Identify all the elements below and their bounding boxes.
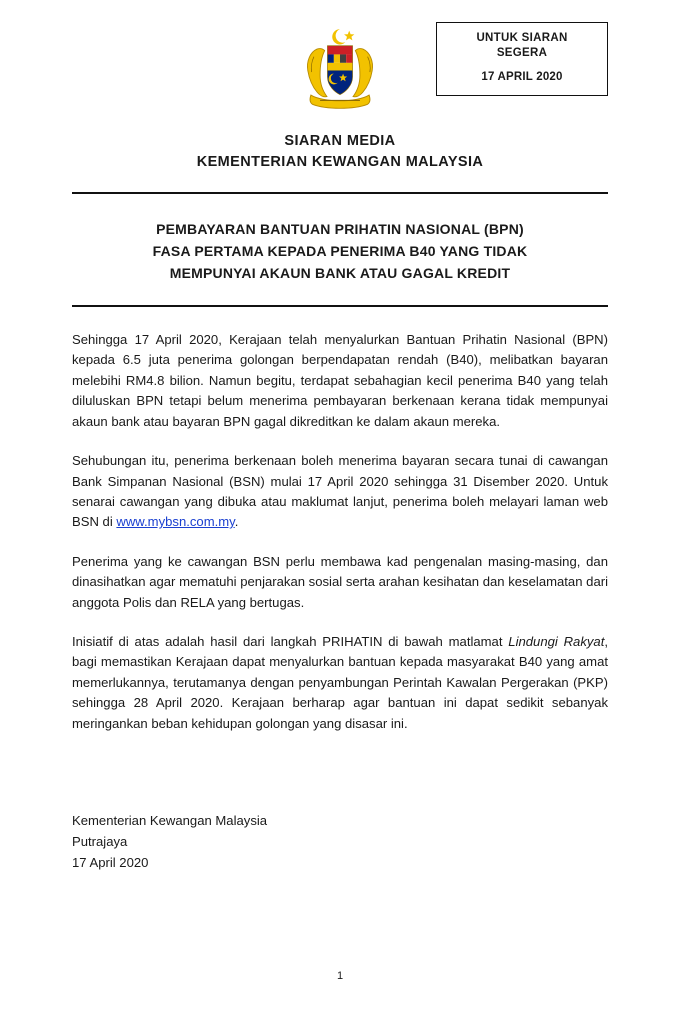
signature-line-1: Kementerian Kewangan Malaysia [72, 813, 268, 828]
release-stamp-box [436, 22, 608, 96]
paragraph-2 [72, 451, 608, 533]
signature-line-3: 17 April 2020 [72, 855, 149, 871]
bsn-website-link[interactable]: www.mybsn.com.my [116, 514, 235, 530]
paragraph-3: Penerima yang ke cawangan BSN perlu membawa kad pengenalan masing-masing, dan dinasihatkan agar mematuhi penjarakan sosial serta arahan kesihatan dan keselamatan dari anggota Polis dan RELA yang bertugas. [72, 553, 608, 610]
body-content [72, 330, 608, 734]
paragraph-1: Sehingga 17 April 2020, Kerajaan telah menyalurkan Bantuan Prihatin Nasional (BPN) kepada 6.5 juta penerima golongan berpendapatan rendah (B40), melibatkan bayaran melebihi RM4.8 bilion. Namun begitu, terdapat sebahagian kecil penerima B40 yang telah diluluskan BPN tetapi belum menerima pembayaran berkenaan kerana tidak mempunyai akaun bank atau bayaran BPN gagal dikreditkan ke dalam akaun mereka. [72, 332, 608, 429]
header-line-1: SIARAN MEDIA [284, 133, 396, 149]
stamp-line-1: UNTUK SIARAN [476, 32, 568, 44]
signature-line-2: Putrajaya [72, 834, 128, 850]
paragraph-4-text-after: , bagi memastikan Kerajaan dapat menyalurkan bantuan kepada masyarakat B40 yang amat memerlukannya, terutamanya dengan penyambungan Perintah Kawalan Pergerakan (PKP) sehingga 28 April 2020. Kerajaan berharap agar bantuan ini dapat sedikit sebanyak meringankan beban kehidupan golongan yang disasar ini. [72, 634, 608, 731]
signature-block [72, 810, 608, 874]
paragraph-4 [72, 632, 608, 734]
paragraph-2-text-after: . [234, 514, 239, 530]
header-line-2: KEMENTERIAN KEWANGAN MALAYSIA [196, 154, 484, 170]
malaysia-coat-of-arms-icon [294, 26, 386, 112]
divider-top [72, 192, 608, 194]
page-title [72, 218, 608, 284]
title-line-3: MEMPUNYAI AKAUN BANK ATAU GAGAL KREDIT [169, 265, 511, 282]
paragraph-2-text-before: Sehubungan itu, penerima berkenaan boleh menerima bayaran secara tunai di cawangan Bank Simpanan Nasional (BSN) mulai 17 April 2020 sehingga 31 Disember 2020. Untuk senarai cawangan yang dibuka atau maklumat lanjut, penerima boleh melayari laman web BSN di [72, 453, 608, 530]
paragraph-4-emphasis: Lindungi Rakyat [508, 634, 605, 650]
title-line-1: PEMBAYARAN BANTUAN PRIHATIN NASIONAL (BPN) [156, 221, 524, 237]
document-header [72, 133, 608, 170]
paragraph-4-text-before: Inisiatif di atas adalah hasil dari langkah PRIHATIN di bawah matlamat [72, 634, 509, 650]
stamp-date: 17 APRIL 2020 [481, 71, 563, 84]
stamp-line-2: SEGERA [496, 47, 548, 60]
divider-bottom [72, 305, 608, 307]
title-line-2: FASA PERTAMA KEPADA PENERIMA B40 YANG TIDAK [152, 243, 528, 260]
page-footer [0, 970, 680, 982]
page-number: 1 [336, 970, 344, 982]
